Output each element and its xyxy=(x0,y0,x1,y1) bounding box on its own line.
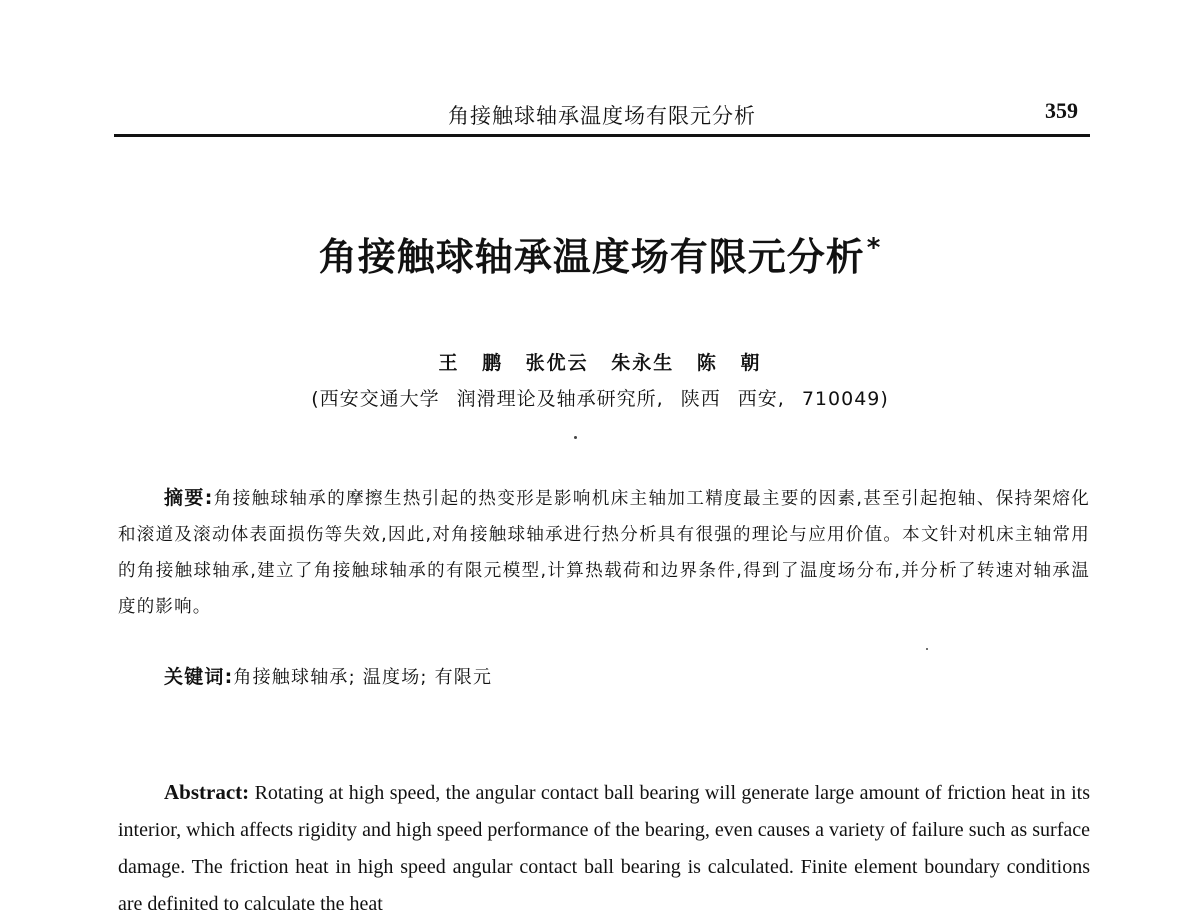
title-footnote-mark: * xyxy=(866,233,882,264)
article-title-block xyxy=(0,226,1200,281)
author-affiliation: (西安交通大学 润滑理论及轴承研究所, 陕西 西安, 710049) xyxy=(311,388,889,410)
article-title: 角接触球轴承温度场有限元分析 xyxy=(318,235,865,279)
author-list: 王 鹏 张优云 朱永生 陈 朝 xyxy=(438,352,762,374)
running-header xyxy=(114,92,1090,137)
english-abstract-text: Rotating at high speed, the angular contact ball bearing will generate large amount of friction heat in its interior, which affects rigidity and high speed performance of the bearing, even causes a variety of failure such as surface damage. The friction heat in high speed angular contact ball bearing is calculated. Finite element boundary conditions are definited to calculate the heat xyxy=(118,782,1090,915)
scan-speck xyxy=(574,436,577,439)
chinese-abstract-text: 角接触球轴承的摩擦生热引起的热变形是影响机床主轴加工精度最主要的因素,甚至引起抱轴、保持架熔化和滚道及滚动体表面损伤等失效,因此,对角接触球轴承进行热分析具有很强的理论与应用价值。本文针对机床主轴常用的角接触球轴承,建立了角接触球轴承的有限元模型,计算热载荷和边界条件,得到了温度场分布,并分析了转速对轴承温度的影响。 xyxy=(118,489,1090,617)
keywords-line xyxy=(164,662,492,689)
chinese-abstract xyxy=(118,480,1090,625)
english-abstract xyxy=(118,774,1090,923)
keywords-text: 角接触球轴承; 温度场; 有限元 xyxy=(233,667,493,688)
keywords-label: 关键词: xyxy=(164,666,234,688)
page-number: 359 xyxy=(1045,98,1078,123)
english-abstract-label: Abstract: xyxy=(164,780,250,804)
running-title: 角接触球轴承温度场有限元分析 xyxy=(448,104,756,128)
chinese-abstract-label: 摘要: xyxy=(164,487,214,509)
scan-speck xyxy=(926,648,928,650)
